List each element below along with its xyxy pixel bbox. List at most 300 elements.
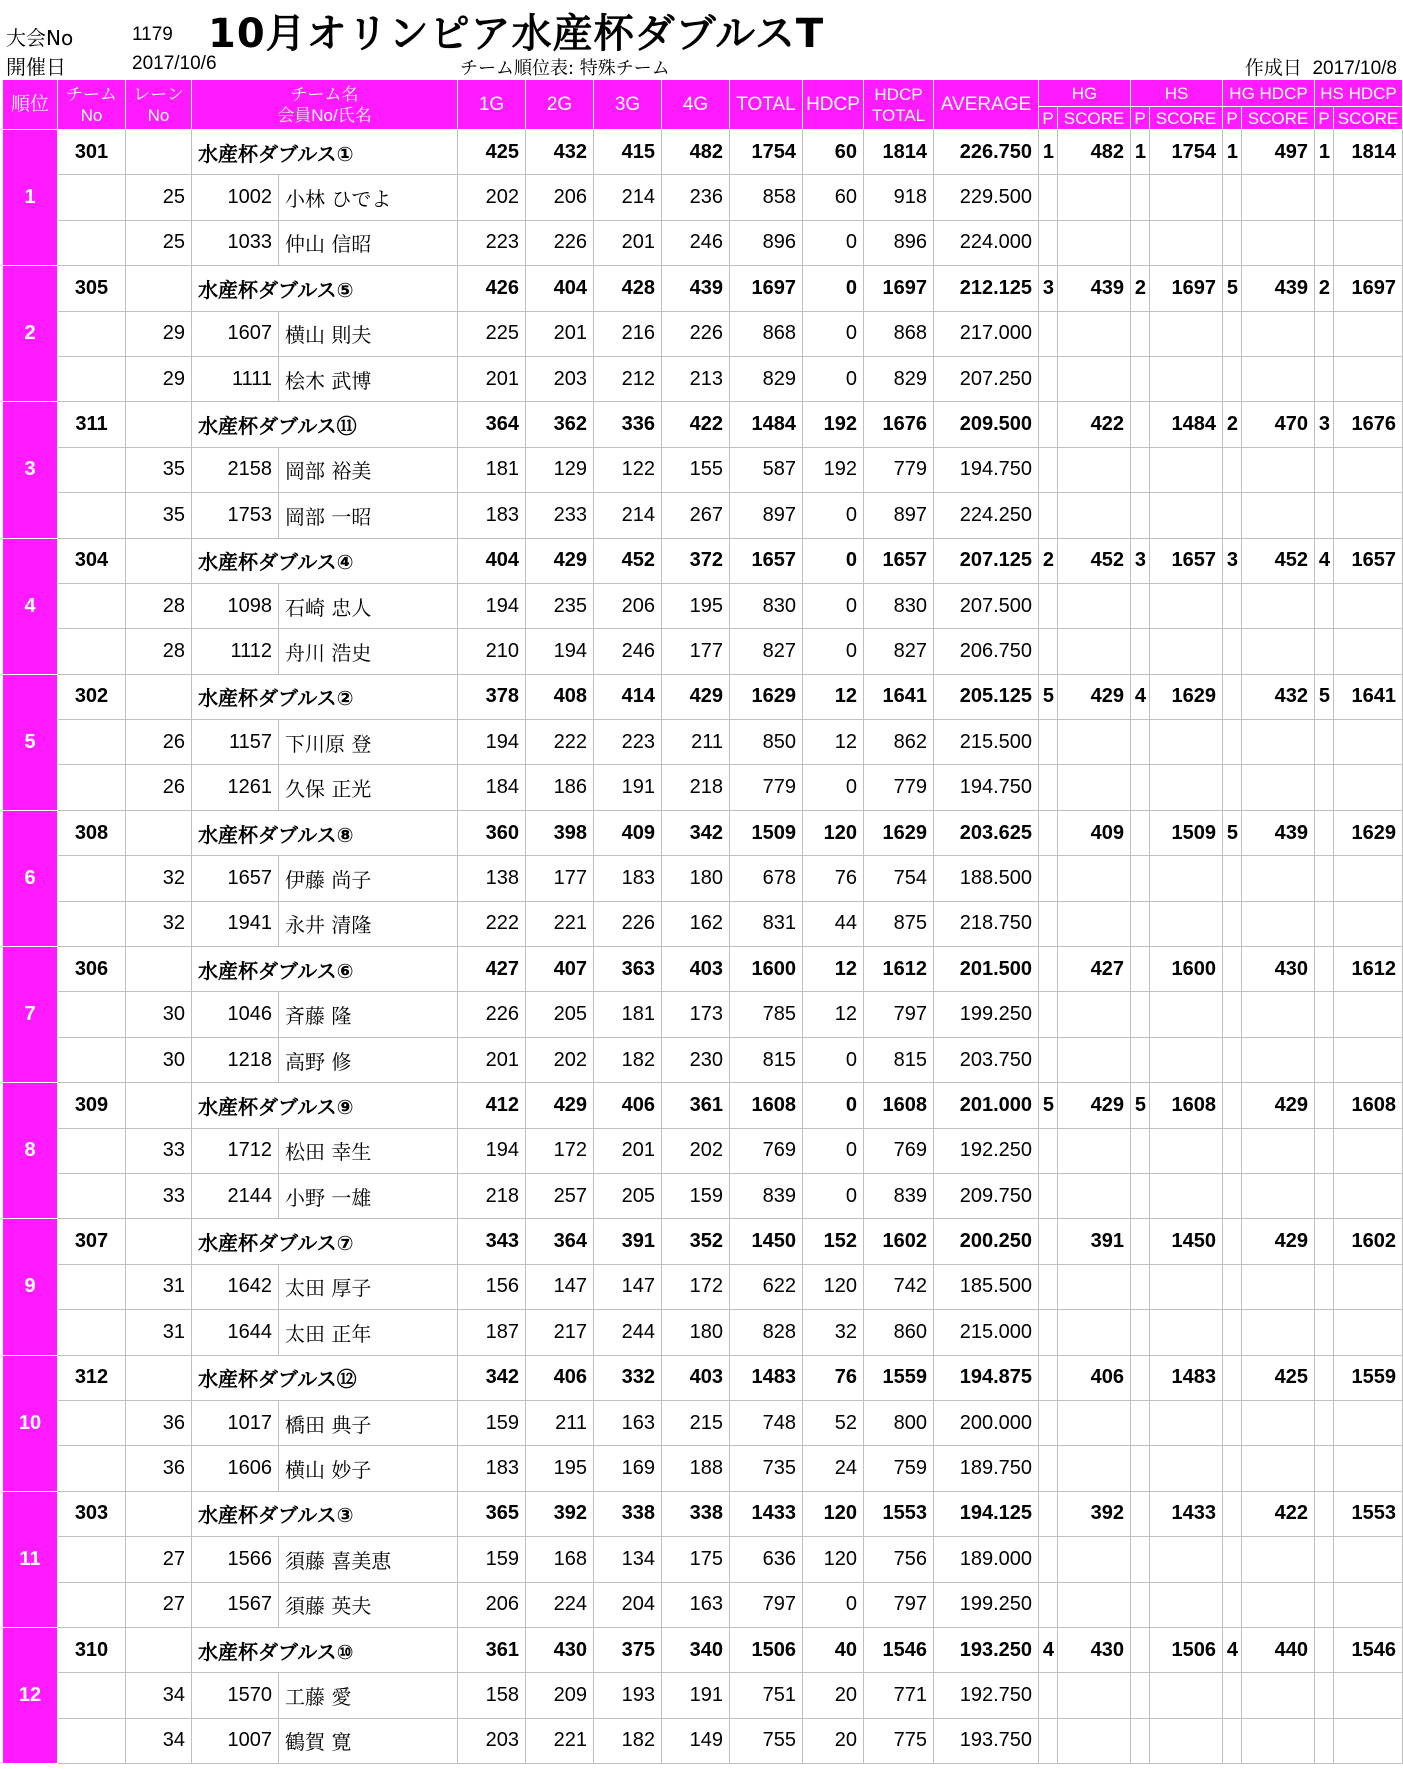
member-hdcp: 0 [803,1037,864,1082]
team-g1: 342 [458,1355,526,1400]
member-total: 868 [730,311,803,356]
member-average: 199.250 [934,992,1039,1037]
member-empty-cell [1131,1310,1150,1355]
member-empty-cell [1039,1173,1058,1218]
team-hs-score: 1433 [1150,1491,1223,1536]
tournament-no: 1179 [132,24,173,45]
member-g1: 218 [458,1173,526,1218]
member-empty-cell [1315,765,1334,810]
team-lane [126,1491,192,1536]
col-rank: 順位 [3,80,58,130]
team-row [3,1219,1403,1264]
team-hs-p [1131,1491,1150,1536]
team-lane [126,810,192,855]
member-empty-cell [1150,1128,1223,1173]
team-hs-score: 1483 [1150,1355,1223,1400]
member-empty-cell [1058,1264,1131,1309]
member-empty-cell [1131,1173,1150,1218]
member-total: 636 [730,1537,803,1582]
member-empty-cell [1223,901,1242,946]
member-lane: 32 [126,856,192,901]
member-g3: 163 [594,1400,662,1445]
member-empty-cell [1223,220,1242,265]
member-g3: 246 [594,629,662,674]
member-empty-cell [1150,1310,1223,1355]
col-hs-score: SCORE [1150,107,1223,130]
member-empty-cell [1315,720,1334,765]
team-lane [126,1355,192,1400]
member-team-no [58,1718,126,1763]
member-empty-cell [1242,583,1315,628]
member-lane: 26 [126,765,192,810]
member-row [3,1128,1403,1173]
team-hsh-score: 1559 [1334,1355,1403,1400]
member-empty-cell [1058,765,1131,810]
member-empty-cell [1058,311,1131,356]
member-team-no [58,1673,126,1718]
member-empty-cell [1242,765,1315,810]
member-empty-cell [1242,1673,1315,1718]
member-g3: 216 [594,311,662,356]
team-ranking-table [2,79,1403,1764]
member-row [3,1582,1403,1627]
team-row [3,1083,1403,1128]
member-name: 須藤 英夫 [279,1582,458,1627]
member-total: 751 [730,1673,803,1718]
member-empty-cell [1334,447,1403,492]
member-average: 192.750 [934,1673,1039,1718]
team-g3: 415 [594,130,662,175]
team-total: 1509 [730,810,803,855]
member-g3: 204 [594,1582,662,1627]
member-name: 工藤 愛 [279,1673,458,1718]
member-empty-cell [1039,220,1058,265]
member-empty-cell [1058,175,1131,220]
member-hdcp-total: 769 [864,1128,934,1173]
team-hs-p: 4 [1131,674,1150,719]
member-empty-cell [1242,175,1315,220]
member-lane: 34 [126,1718,192,1763]
member-g1: 183 [458,1446,526,1491]
member-empty-cell [1315,447,1334,492]
member-g1: 159 [458,1537,526,1582]
member-lane: 25 [126,220,192,265]
member-average: 200.000 [934,1400,1039,1445]
member-no: 1157 [192,720,279,765]
member-hdcp: 52 [803,1400,864,1445]
team-hgh-p [1223,1355,1242,1400]
team-hs-p [1131,1219,1150,1264]
team-total: 1450 [730,1219,803,1264]
member-empty-cell [1150,992,1223,1037]
member-empty-cell [1334,1037,1403,1082]
team-lane [126,266,192,311]
member-no: 1002 [192,175,279,220]
member-total: 735 [730,1446,803,1491]
member-g1: 156 [458,1264,526,1309]
member-empty-cell [1039,447,1058,492]
member-hdcp-total: 800 [864,1400,934,1445]
team-hs-score: 1484 [1150,402,1223,447]
member-g2: 195 [526,1446,594,1491]
team-lane [126,402,192,447]
member-g2: 205 [526,992,594,1037]
member-team-no [58,765,126,810]
member-hdcp-total: 815 [864,1037,934,1082]
team-g2: 406 [526,1355,594,1400]
member-empty-cell [1242,220,1315,265]
member-hdcp-total: 829 [864,356,934,401]
team-hsh-p: 5 [1315,674,1334,719]
col-average: AVERAGE [934,80,1039,130]
member-empty-cell [1131,1673,1150,1718]
member-no: 1753 [192,493,279,538]
member-name: 須藤 喜美恵 [279,1537,458,1582]
member-average: 188.500 [934,856,1039,901]
member-empty-cell [1131,583,1150,628]
team-total: 1608 [730,1083,803,1128]
member-no: 1570 [192,1673,279,1718]
member-empty-cell [1150,856,1223,901]
member-row [3,1310,1403,1355]
member-empty-cell [1150,1446,1223,1491]
member-name: 鶴賀 寛 [279,1718,458,1763]
member-empty-cell [1150,311,1223,356]
member-empty-cell [1058,493,1131,538]
member-no: 1017 [192,1400,279,1445]
member-name: 松田 幸生 [279,1128,458,1173]
member-row [3,1400,1403,1445]
team-hgh-p [1223,1219,1242,1264]
member-row [3,1673,1403,1718]
member-hdcp: 192 [803,447,864,492]
team-hg-score: 392 [1058,1491,1131,1536]
member-g1: 194 [458,720,526,765]
team-hs-p: 5 [1131,1083,1150,1128]
member-hdcp-total: 862 [864,720,934,765]
member-empty-cell [1150,447,1223,492]
team-g2: 432 [526,130,594,175]
member-empty-cell [1131,720,1150,765]
member-average: 207.500 [934,583,1039,628]
member-empty-cell [1242,311,1315,356]
tournament-no-label: 大会No [6,26,74,50]
team-name: 水産杯ダブルス⑦ [192,1219,458,1264]
team-hs-p [1131,1355,1150,1400]
team-no: 303 [58,1491,126,1536]
team-name: 水産杯ダブルス⑩ [192,1627,458,1672]
member-average: 194.750 [934,765,1039,810]
col-hgh-score: SCORE [1242,107,1315,130]
team-total: 1506 [730,1627,803,1672]
member-g1: 159 [458,1400,526,1445]
member-hdcp-total: 875 [864,901,934,946]
member-empty-cell [1150,1173,1223,1218]
member-empty-cell [1058,901,1131,946]
team-g3: 391 [594,1219,662,1264]
member-g3: 122 [594,447,662,492]
member-empty-cell [1131,1537,1150,1582]
team-hgh-p: 4 [1223,1627,1242,1672]
member-hdcp: 0 [803,1128,864,1173]
member-total: 897 [730,493,803,538]
member-hdcp: 0 [803,311,864,356]
member-hdcp-total: 756 [864,1537,934,1582]
member-empty-cell [1223,720,1242,765]
team-g2: 392 [526,1491,594,1536]
member-empty-cell [1334,311,1403,356]
member-empty-cell [1334,765,1403,810]
member-g4: 172 [662,1264,730,1309]
member-g4: 180 [662,856,730,901]
member-total: 622 [730,1264,803,1309]
member-g1: 210 [458,629,526,674]
member-g1: 223 [458,220,526,265]
member-team-no [58,447,126,492]
page-subtitle: チーム順位表: 特殊チーム [460,58,670,79]
team-hg-p: 3 [1039,266,1058,311]
member-name: 石崎 忠人 [279,583,458,628]
member-empty-cell [1058,1446,1131,1491]
member-empty-cell [1242,1037,1315,1082]
member-empty-cell [1223,583,1242,628]
member-empty-cell [1242,1582,1315,1627]
member-empty-cell [1223,1264,1242,1309]
member-g4: 218 [662,765,730,810]
team-average: 200.250 [934,1219,1039,1264]
member-team-no [58,992,126,1037]
member-g1: 226 [458,992,526,1037]
member-hdcp-total: 918 [864,175,934,220]
member-average: 209.750 [934,1173,1039,1218]
member-name: 斉藤 隆 [279,992,458,1037]
member-g4: 180 [662,1310,730,1355]
member-hdcp-total: 775 [864,1718,934,1763]
team-hs-score: 1754 [1150,130,1223,175]
member-lane: 31 [126,1264,192,1309]
member-empty-cell [1223,1582,1242,1627]
member-empty-cell [1223,356,1242,401]
page-title: 10月オリンピア水産杯ダブルスT [208,11,825,57]
team-average: 194.875 [934,1355,1039,1400]
member-empty-cell [1315,629,1334,674]
team-hgh-score: 429 [1242,1083,1315,1128]
member-name: 小林 ひでよ [279,175,458,220]
member-row [3,356,1403,401]
col-total: TOTAL [730,80,803,130]
team-average: 194.125 [934,1491,1039,1536]
member-hdcp-total: 896 [864,220,934,265]
member-empty-cell [1223,175,1242,220]
team-hs-score: 1450 [1150,1219,1223,1264]
member-average: 229.500 [934,175,1039,220]
member-no: 1261 [192,765,279,810]
member-empty-cell [1058,220,1131,265]
team-rank: 5 [3,674,58,810]
team-g4: 352 [662,1219,730,1264]
team-hg-score: 406 [1058,1355,1131,1400]
team-hsh-score: 1814 [1334,130,1403,175]
team-hgh-score: 432 [1242,674,1315,719]
team-g2: 404 [526,266,594,311]
member-empty-cell [1334,856,1403,901]
member-no: 1046 [192,992,279,1037]
member-total: 779 [730,765,803,810]
team-hsh-p: 2 [1315,266,1334,311]
team-total: 1754 [730,130,803,175]
team-no: 306 [58,947,126,992]
team-name: 水産杯ダブルス⑧ [192,810,458,855]
member-empty-cell [1039,1264,1058,1309]
member-empty-cell [1334,901,1403,946]
member-empty-cell [1131,1037,1150,1082]
member-g3: 191 [594,765,662,810]
team-row [3,402,1403,447]
team-hgh-p: 5 [1223,810,1242,855]
member-team-no [58,901,126,946]
member-empty-cell [1058,1582,1131,1627]
member-empty-cell [1058,1537,1131,1582]
member-empty-cell [1334,1400,1403,1445]
member-empty-cell [1039,629,1058,674]
member-no: 1712 [192,1128,279,1173]
member-g3: 181 [594,992,662,1037]
team-g3: 406 [594,1083,662,1128]
team-rank: 11 [3,1491,58,1627]
member-team-no [58,1173,126,1218]
member-empty-cell [1039,901,1058,946]
team-hg-p: 5 [1039,674,1058,719]
member-g1: 183 [458,493,526,538]
team-hsh-p [1315,810,1334,855]
member-g4: 155 [662,447,730,492]
member-team-no [58,311,126,356]
member-empty-cell [1131,447,1150,492]
member-row [3,493,1403,538]
team-row [3,810,1403,855]
team-hg-score: 439 [1058,266,1131,311]
team-hgh-score: 430 [1242,947,1315,992]
member-empty-cell [1150,175,1223,220]
team-hg-score: 422 [1058,402,1131,447]
team-hg-p: 4 [1039,1627,1058,1672]
member-team-no [58,1128,126,1173]
member-empty-cell [1150,720,1223,765]
team-hg-score: 452 [1058,538,1131,583]
member-g1: 194 [458,583,526,628]
team-hs-score: 1509 [1150,810,1223,855]
col-1g: 1G [458,80,526,130]
member-g4: 202 [662,1128,730,1173]
member-lane: 29 [126,356,192,401]
member-empty-cell [1039,1400,1058,1445]
member-empty-cell [1242,493,1315,538]
member-team-no [58,583,126,628]
team-hdcp-total: 1676 [864,402,934,447]
member-empty-cell [1131,1400,1150,1445]
member-team-no [58,1310,126,1355]
member-empty-cell [1223,1128,1242,1173]
col-hg-score: SCORE [1058,107,1131,130]
member-total: 755 [730,1718,803,1763]
member-empty-cell [1242,901,1315,946]
member-row [3,992,1403,1037]
member-empty-cell [1131,1128,1150,1173]
team-hgh-score: 429 [1242,1219,1315,1264]
team-no: 309 [58,1083,126,1128]
team-row [3,538,1403,583]
member-name: 永井 清隆 [279,901,458,946]
member-g1: 201 [458,1037,526,1082]
member-empty-cell [1039,856,1058,901]
member-lane: 33 [126,1128,192,1173]
created-date-value: 2017/10/8 [1312,58,1397,79]
member-team-no [58,720,126,765]
member-empty-cell [1039,1310,1058,1355]
member-g2: 211 [526,1400,594,1445]
member-team-no [58,629,126,674]
member-g2: 209 [526,1673,594,1718]
member-hdcp: 32 [803,1310,864,1355]
team-total: 1600 [730,947,803,992]
member-g1: 203 [458,1718,526,1763]
member-g1: 138 [458,856,526,901]
team-total: 1697 [730,266,803,311]
member-empty-cell [1039,311,1058,356]
team-hgh-score: 422 [1242,1491,1315,1536]
member-empty-cell [1058,1128,1131,1173]
member-empty-cell [1131,1718,1150,1763]
team-average: 205.125 [934,674,1039,719]
member-empty-cell [1334,583,1403,628]
team-hdcp: 0 [803,538,864,583]
member-lane: 36 [126,1446,192,1491]
team-g2: 430 [526,1627,594,1672]
member-g4: 191 [662,1673,730,1718]
member-row [3,447,1403,492]
member-name: 太田 厚子 [279,1264,458,1309]
member-name: 久保 正光 [279,765,458,810]
team-hsh-p: 3 [1315,402,1334,447]
team-g1: 412 [458,1083,526,1128]
member-empty-cell [1131,901,1150,946]
col-team-no: チーム No [58,80,126,130]
team-average: 209.500 [934,402,1039,447]
team-g1: 364 [458,402,526,447]
team-average: 201.500 [934,947,1039,992]
member-row [3,1537,1403,1582]
member-g2: 222 [526,720,594,765]
member-hdcp-total: 742 [864,1264,934,1309]
member-empty-cell [1150,493,1223,538]
member-lane: 27 [126,1537,192,1582]
member-empty-cell [1131,992,1150,1037]
member-name: 下川原 登 [279,720,458,765]
member-g3: 193 [594,1673,662,1718]
member-empty-cell [1315,1310,1334,1355]
member-hdcp-total: 897 [864,493,934,538]
member-g2: 206 [526,175,594,220]
member-hdcp: 20 [803,1718,864,1763]
member-row [3,765,1403,810]
team-hgh-score: 452 [1242,538,1315,583]
team-hs-score: 1608 [1150,1083,1223,1128]
member-hdcp-total: 827 [864,629,934,674]
member-empty-cell [1334,1173,1403,1218]
member-empty-cell [1315,1400,1334,1445]
member-row [3,856,1403,901]
team-g1: 361 [458,1627,526,1672]
